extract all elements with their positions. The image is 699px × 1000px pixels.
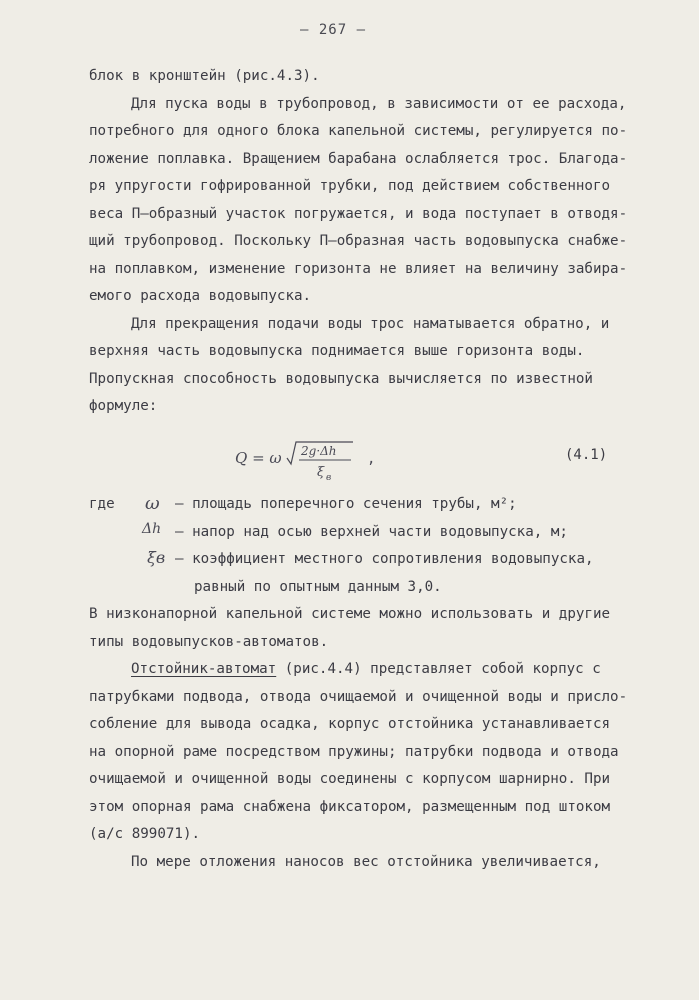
text-line: патрубками подвода, отвода очищаемой и очищенной воды и присло- — [89, 689, 628, 705]
text-line: формуле: — [89, 398, 158, 414]
symbol-delta-h: Δh — [142, 521, 162, 537]
text-line: верхняя часть водовыпуска поднимается выше горизонта воды. — [89, 343, 585, 359]
text-line: В низконапорной капельной системе можно использовать и другие — [89, 606, 611, 622]
definition-line: – напор над осью верхней части водовыпуска, м; — [175, 524, 568, 540]
text-line: емого расхода водовыпуска. — [89, 288, 312, 304]
text-line: собление для вывода осадка, корпус отстойника устанавливается — [89, 716, 611, 732]
definition-line: – площадь поперечного сечения трубы, м²; — [175, 496, 517, 512]
text-line: Для пуска воды в трубопровод, в зависимости от ее расхода, — [131, 96, 627, 112]
formula-denominator-sub: в — [326, 473, 332, 483]
settler-term: Отстойник-автомат — [131, 661, 277, 677]
formula-numerator: 2g·Δh — [301, 444, 337, 458]
text-line: ря упругости гофрированной трубки, под действием собственного — [89, 178, 611, 194]
text-line: щий трубопровод. Поскольку П–образная часть водовыпуска снабже- — [89, 233, 628, 249]
text-line: По мере отложения наносов вес отстойника увеличивается, — [131, 854, 601, 870]
formula-number: (4.1) — [565, 447, 608, 463]
text-line: блок в кронштейн (рис.4.3). — [89, 68, 320, 84]
formula-comma: , — [367, 451, 376, 467]
page-number: – 267 – — [300, 22, 367, 38]
text-line: очищаемой и очищенной воды соединены с корпусом шарнирно. При — [89, 771, 611, 787]
text-line: на поплавком, изменение горизонта не влияет на величину забира- — [89, 261, 628, 277]
text-line: ложение поплавка. Вращением барабана ослабляется трос. Благода- — [89, 151, 628, 167]
text-line: этом опорная рама снабжена фиксатором, размещенным под штоком — [89, 799, 611, 815]
where-label: где — [89, 496, 115, 512]
formula — [233, 436, 383, 486]
symbol-omega: ω — [145, 493, 160, 514]
text-line: потребного для одного блока капельной системы, регулируется по- — [89, 123, 628, 139]
text-line: веса П–образный участок погружается, и вода поступает в отводя- — [89, 206, 628, 222]
definition-line: – коэффициент местного сопротивления водовыпуска, — [175, 551, 594, 567]
formula-denominator: ξ — [317, 465, 325, 480]
text-line: типы водовыпусков-автоматов. — [89, 634, 329, 650]
symbol-xi: ξв — [147, 548, 166, 567]
text-line — [131, 662, 601, 676]
text-line: Пропускная способность водовыпуска вычисляется по известной — [89, 371, 593, 387]
definition-line: равный по опытным данным 3,0. — [194, 579, 442, 595]
text-line: на опорной раме посредством пружины; патрубки подвода и отвода — [89, 744, 619, 760]
formula-lhs: Q = ω — [235, 449, 282, 467]
text-line: (а/с 899071). — [89, 826, 201, 842]
text-line: Для прекращения подачи воды трос наматывается обратно, и — [131, 316, 610, 332]
settler-rest: (рис.4.4) представляет собой корпус с — [276, 661, 601, 677]
